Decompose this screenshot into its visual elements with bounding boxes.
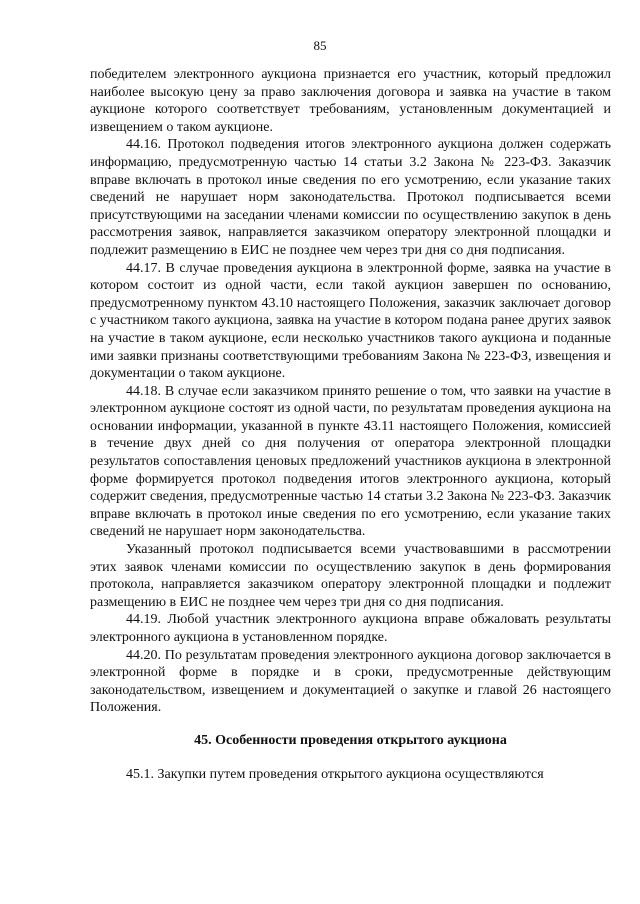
paragraph-continuation: победителем электронного аукциона признается его участник, который предложил наиболее высокую цену за право заключения договора и заявка на участие в таком аукционе которого соответствует требованиям, установленным документацией и извещением о таком аукционе. <box>90 67 611 135</box>
paragraph-44-16: 44.16. Протокол подведения итогов электронного аукциона должен содержать информацию, предусмотренную частью 14 статьи 3.2 Закона № 223-ФЗ. Заказчик вправе включать в протокол иные сведения по его усмотрению, если указание таких сведений не нарушает норм законодательства. Протокол подписывается всеми присутствующими на заседании членами комиссии по осуществлению закупок в день рассмотрения заявок, направляется заказчиком оператору электронной площадки и подлежит размещению в ЕИС не позднее чем через три дня со дня подписания. <box>90 137 611 258</box>
paragraph-44-18-protocol: Указанный протокол подписывается всеми участвовавшими в рассмотрении этих заявок членами комиссии по осуществлению закупок в день формирования протокола, направляется заказчиком оператору электронной площадки и подлежит размещению в ЕИС не позднее чем через три дня со дня подписания. <box>90 542 611 610</box>
page-number: 85 <box>313 38 327 53</box>
paragraph-44-20: 44.20. По результатам проведения электронного аукциона договор заключается в электронной форме в порядке и в сроки, предусмотренные действующим законодательством, извещением и документацией о закупке и главой 26 настоящего Положения. <box>90 647 611 716</box>
paragraph-44-18: 44.18. В случае если заказчиком принято решение о том, что заявки на участие в электронном аукционе состоят из одной части, по результатам проведения аукциона на основании информации, указанной в пункте 43.11 настоящего Положения, комиссией в течение двух дней со дня получения от оператора электронной площадки результатов сопоставления ценовых предложений участников аукциона в электронной форме формируется протокол подведения итогов электронного аукциона, который содержит сведения, предусмотренные частью 14 статьи 3.2 Закона № 223-ФЗ. Заказчик вправе включать в протокол иные сведения по его усмотрению, если указание таких сведений не нарушает норм законодательства. <box>90 383 611 540</box>
section-heading-45: 45. Особенности проведения открытого аукциона <box>194 732 507 748</box>
paragraph-44-19: 44.19. Любой участник электронного аукциона вправе обжаловать результаты электронного аукциона в установленном порядке. <box>90 612 611 645</box>
document-body <box>90 66 611 783</box>
paragraph-44-17: 44.17. В случае проведения аукциона в электронной форме, заявка на участие в котором состоит из одной части, если такой аукцион завершен по основанию, предусмотренному пунктом 43.10 настоящего Положения, заказчик заключает договор с участником такого аукциона, заявка на участие в котором подана ранее других заявок на участие в таком аукционе, если несколько участников такого аукциона и поданные ими заявки признаны соответствующими требованиям Закона № 223-ФЗ, извещения и документации о таком аукционе. <box>90 260 611 382</box>
paragraph-45-1: 45.1. Закупки путем проведения открытого аукциона осуществляются <box>126 766 544 782</box>
